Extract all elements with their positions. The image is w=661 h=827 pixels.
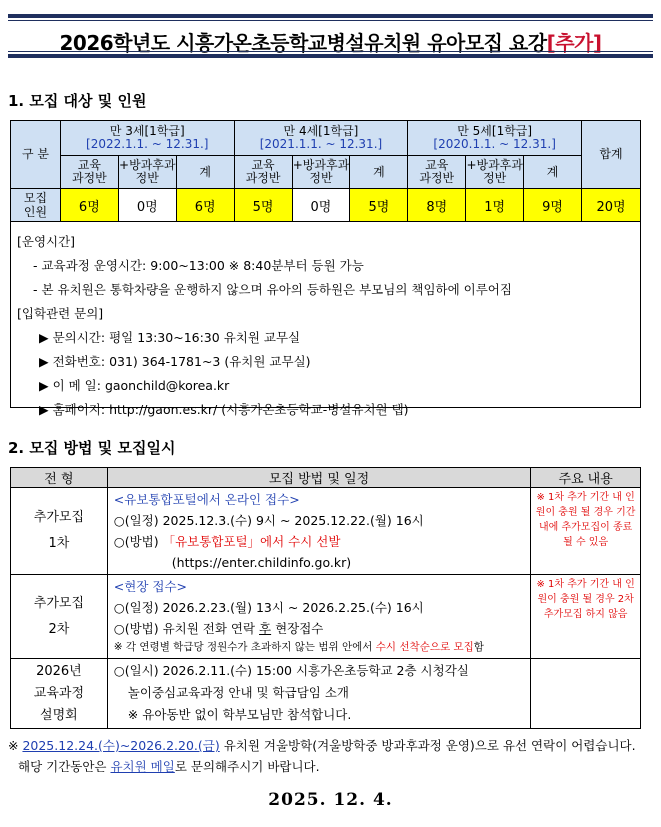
title-main: 2026학년도 시흥가온초등학교병설유치원 유아모집 요강	[59, 31, 547, 55]
footer-notice: ※ 2025.12.24.(수)~2026.2.20.(금) 유치원 겨울방학(겨울방학중 방과후과정 운영)으로 유선 연락이 어렵습니다. 해당 기간동안은 유치원 메일로 문의해주시기 바랍니다.	[8, 738, 636, 774]
inquiry-title: [입학관련 문의]	[17, 306, 104, 321]
briefing-notice: ※ 유아동반 없이 학부모님만 참석합니다.	[127, 707, 352, 722]
row1-note: ※ 1차 추가 기간 내 인원이 충원 될 경우 기간 내에 추가모집이 종료될 수 있음	[531, 488, 641, 575]
inquiry-phone: ▶ 전화번호: 031) 364-1781~3 (유치원 교무실)	[39, 354, 311, 369]
briefing-datetime: ○(일시) 2026.2.11.(수) 15:00 시흥가온초등학교 2층 시청각실	[113, 663, 469, 678]
subheader-edu: 교육 과정반	[234, 156, 292, 189]
title-banner	[8, 14, 653, 58]
subheader-edu: 교육 과정반	[408, 156, 466, 189]
age5-header: 만 5세[1학급] [2020.1.1. ~ 12.31.]	[408, 121, 582, 156]
value-cell: 0명	[118, 189, 176, 222]
vacation-period: 2025.12.24.(수)~2026.2.20.(금)	[22, 738, 220, 753]
row1-method	[107, 488, 530, 575]
info-box	[10, 222, 641, 417]
row3-method	[107, 659, 530, 729]
title-highlight: [추가]	[546, 31, 602, 55]
section2-heading: 2. 모집 방법 및 모집일시	[8, 439, 176, 457]
op-title: [운영시간]	[17, 234, 76, 249]
briefing-content: 놀이중심교육과정 안내 및 학급담임 소개	[127, 685, 349, 700]
row3-note	[531, 659, 641, 729]
section1-heading: 1. 모집 대상 및 인원	[8, 92, 147, 110]
row1-schedule: ○(일정) 2025.12.3.(수) 9시 ~ 2025.12.22.(월) 16시	[113, 513, 424, 528]
total-header: 합계	[582, 121, 641, 189]
row2-method-line: ○(방법) 유치원 전화 연락 후 현장접수	[113, 621, 324, 636]
inquiry-email[interactable]: ▶ 이 메 일: gaonchild@korea.kr	[39, 378, 230, 393]
op-line: - 본 유치원은 통학차량을 운행하지 않으며 유아의 등하원은 부모님의 책임하에 이루어짐	[33, 282, 512, 297]
recruit-count-label: 모집 인원	[11, 189, 61, 222]
kindergarten-email-link[interactable]: 유치원 메일	[110, 759, 175, 774]
value-cell: 1명	[466, 189, 524, 222]
subheader-sum: 계	[176, 156, 234, 189]
inquiry-hours: ▶ 문의시간: 평일 13:30~16:30 유치원 교무실	[39, 330, 301, 345]
subheader-after: +방과후과 정반	[466, 156, 524, 189]
subheader-after: +방과후과 정반	[292, 156, 350, 189]
gubun-header: 구 분	[11, 121, 61, 189]
value-cell: 6명	[176, 189, 234, 222]
row1-method-line: ○(방법) 「유보통합포털」에서 수시 선발	[113, 534, 341, 549]
document-date: 2025. 12. 4.	[268, 790, 393, 810]
value-cell: 5명	[234, 189, 292, 222]
row2-schedule: ○(일정) 2026.2.23.(월) 13시 ~ 2026.2.25.(수) 16시	[113, 600, 424, 615]
method-header: 모집 방법 및 일정	[107, 468, 530, 488]
page-title	[8, 27, 653, 56]
method-table	[10, 467, 641, 729]
total-cell: 20명	[582, 189, 641, 222]
online-apply-title: <유보통합포털에서 온라인 접수>	[113, 492, 300, 507]
value-cell: 9명	[524, 189, 582, 222]
value-cell: 0명	[292, 189, 350, 222]
recruit-table	[10, 120, 641, 222]
portal-url-link[interactable]: (https://enter.childinfo.go.kr)	[171, 555, 352, 570]
op-line: - 교육과정 운영시간: 9:00~13:00 ※ 8:40분부터 등원 가능	[33, 258, 364, 273]
row2-type: 추가모집 2차	[11, 575, 108, 659]
note-header: 주요 내용	[531, 468, 641, 488]
row1-type: 추가모집 1차	[11, 488, 108, 575]
age3-header: 만 3세[1학급] [2022.1.1. ~ 12.31.]	[60, 121, 234, 156]
onsite-apply-title: <현장 접수>	[113, 579, 188, 594]
row2-note: ※ 1차 추가 기간 내 인원이 충원 될 경우 2차 추가모집 하지 않음	[531, 575, 641, 659]
age4-header: 만 4세[1학급] [2021.1.1. ~ 12.31.]	[234, 121, 408, 156]
subheader-after: +방과후과 정반	[118, 156, 176, 189]
row2-small-note: ※ 각 연령별 학급당 정원수가 초과하지 않는 범위 안에서 수시 선착순으로 모집함	[113, 641, 484, 653]
subheader-edu: 교육 과정반	[60, 156, 118, 189]
subheader-sum: 계	[350, 156, 408, 189]
row3-type: 2026년 교육과정 설명회	[11, 659, 108, 729]
row2-method	[107, 575, 530, 659]
value-cell: 5명	[350, 189, 408, 222]
type-header: 전 형	[11, 468, 108, 488]
inquiry-homepage[interactable]: ▶ 홈페이지: http://gaon.es.kr/ (시흥가온초등학교-병설유치원 탭)	[39, 402, 409, 417]
value-cell: 8명	[408, 189, 466, 222]
value-cell: 6명	[60, 189, 118, 222]
subheader-sum: 계	[524, 156, 582, 189]
